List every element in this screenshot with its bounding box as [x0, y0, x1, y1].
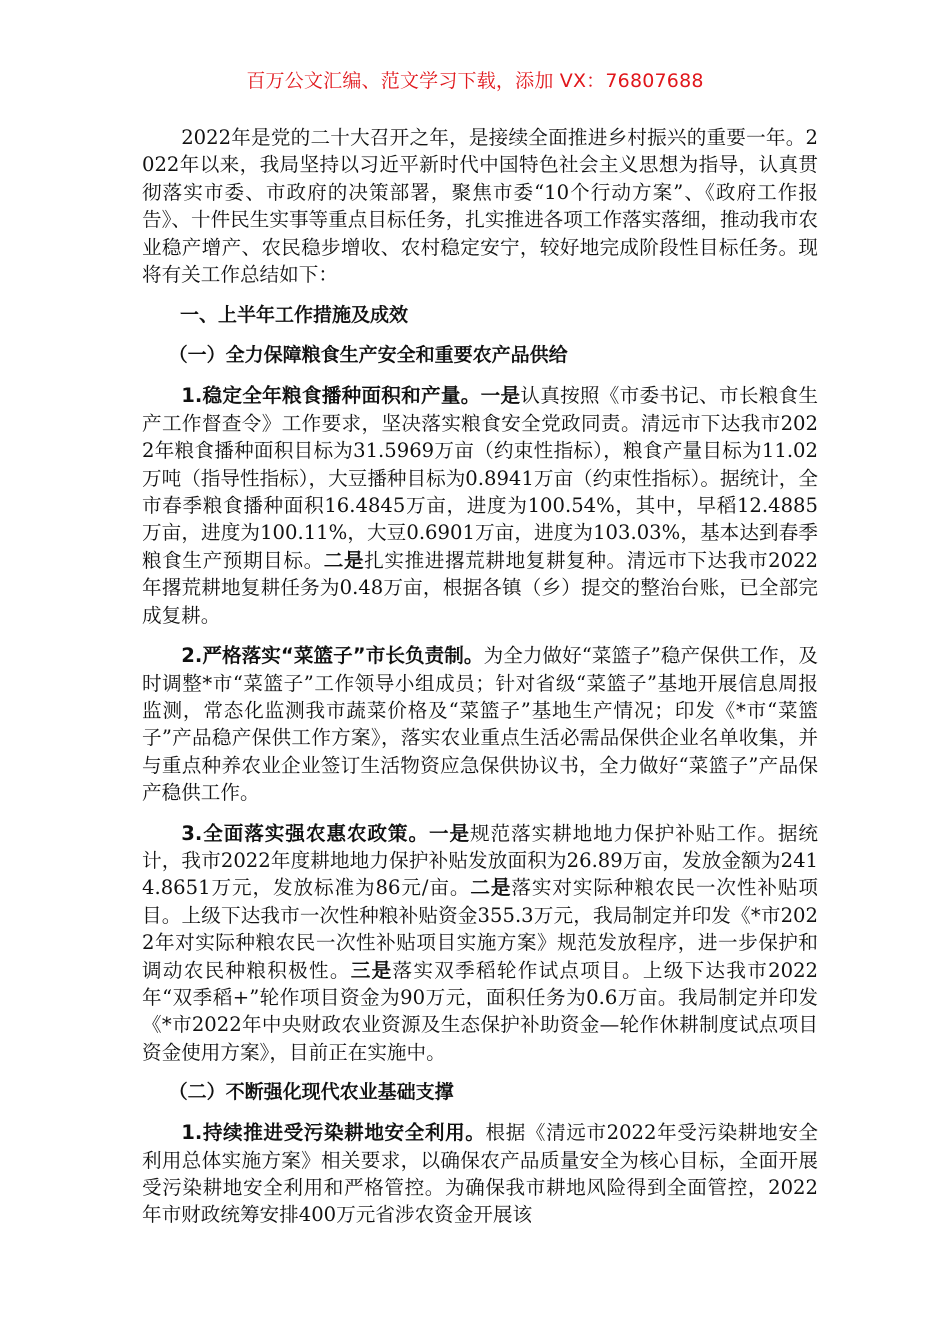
item-text: 认真按照《市委书记、市长粮食生产工作督查令》工作要求，坚决落实粮食安全党政同责。清远市下达我市2022年粮食播种面积目标为31.5969万亩（约束性指标），粮食产量目标为11.02万吨（指导性指标），大豆播种目标为0.8941万亩（约束性指标）。据统计，全市春季粮食播种面积16.4845万亩，进度为100.54%，其中，早稻12.4885万亩，进度为100.11%，大豆0.6901万亩，进度为103.03%，基本达到春季粮食生产预期目标。: [142, 384, 819, 572]
item-paragraph-grain: [142, 382, 818, 629]
item-paragraph-polluted-farmland: [142, 1119, 818, 1229]
item-text: 落实对实际种粮农民一次性补贴项目。上级下达我市一次性种粮补贴资金355.3万元，我局制定并印发《*市2022年对实际种粮农民一次性补贴项目实施方案》规范发放程序，进一步保护和调动农民种粮积极性。: [142, 876, 819, 982]
intro-paragraph: 2022年是党的二十大召开之年，是接续全面推进乡村振兴的重要一年。2022年以来，我局坚持以习近平新时代中国特色社会主义思想为指导，认真贯彻落实市委、市政府的决策部署，聚焦市委“10个行动方案”、《政府工作报告》、十件民生实事等重点目标任务，扎实推进各项工作落实落细，推动我市农业稳产增产、农民稳步增收、农村稳定安宁，较好地完成阶段性目标任务。现将有关工作总结如下：: [142, 126, 818, 287]
item-text: 落实双季稻轮作试点项目。上级下达我市2022年“双季稻+”轮作项目资金为90万元，面积任务为0.6万亩。我局制定并印发《*市2022年中央财政农业资源及生态保护补助资金—轮作休耕制度试点项目资金使用方案》，目前正在实施中。: [142, 958, 819, 1064]
item-text: 根据《清远市2022年受污染耕地安全利用总体实施方案》相关要求，以确保农产品质量安全为核心目标，全面开展受污染耕地安全利用和严格管控。为确保我市耕地风险得到全面管控，2022年市财政统筹安排400万元省涉农资金开展该: [142, 1121, 818, 1227]
subsection-heading-2: （二）不断强化现代农业基础支撑: [168, 1081, 454, 1104]
subsection-heading-1: （一）全力保障粮食生产安全和重要农产品供给: [168, 344, 568, 367]
item-paragraph-subsidy-policy: [142, 820, 818, 1067]
item-title: 3.全面落实强农惠农政策。: [181, 821, 429, 845]
keyword: 三是: [350, 958, 393, 982]
item-title: 1.持续推进受污染耕地安全利用。: [181, 1121, 486, 1145]
keyword: 二是: [323, 548, 365, 572]
keyword: 一是: [428, 821, 471, 845]
item-text: 扎实推进撂荒耕地复耕复种。清远市下达我市2022年撂荒耕地复耕任务为0.48万亩，根据各镇（乡）提交的整治台账，已全部完成复耕。: [142, 548, 819, 627]
watermark-banner: 百万公文汇编、范文学习下载，添加 VX：76807688: [246, 70, 704, 92]
item-paragraph-vegetable-basket: [142, 642, 818, 806]
keyword: 一是: [480, 384, 521, 408]
item-text: 规范落实耕地地力保护补贴工作。据统计，我市2022年度耕地地力保护补贴发放面积为26.89万亩，发放金额为2414.8651万元，发放标准为86元/亩。: [142, 821, 819, 900]
document-body: [142, 124, 818, 1229]
item-title: 2.严格落实“菜篮子”市长负责制。: [181, 644, 484, 668]
item-title: 1.稳定全年粮食播种面积和产量。: [181, 384, 481, 408]
item-text: 为全力做好“菜篮子”稳产保供工作，及时调整*市“菜篮子”工作领导小组成员；针对省级“菜篮子”基地开展信息周报监测，常态化监测我市蔬菜价格及“菜篮子”基地生产情况；印发《*市“菜篮子”产品稳产保供工作方案》，落实农业重点生活必需品保供企业名单收集，并与重点种养农业企业签订生活物资应急保供协议书，全力做好“菜篮子”产品保产稳供工作。: [142, 644, 818, 805]
section-heading: 一、上半年工作措施及成效: [180, 304, 409, 327]
keyword: 二是: [470, 876, 512, 900]
